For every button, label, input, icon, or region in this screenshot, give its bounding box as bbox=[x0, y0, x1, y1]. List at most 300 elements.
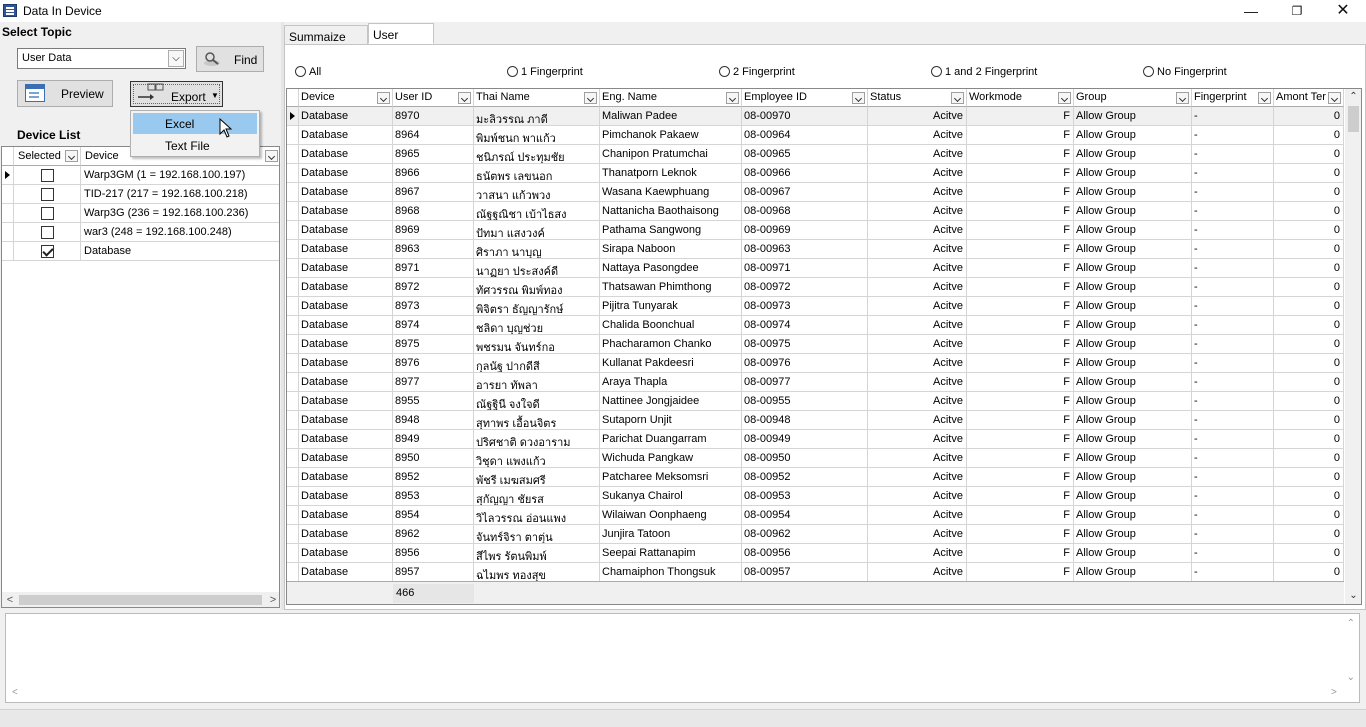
cell-device: Database bbox=[299, 297, 393, 316]
cell-thai-name: พชรมน จันทร์กอ bbox=[474, 335, 600, 354]
row-header[interactable] bbox=[2, 185, 14, 204]
cell-employee-id: 08-00967 bbox=[742, 183, 868, 202]
cell-group: Allow Group bbox=[1074, 202, 1192, 221]
row-header[interactable] bbox=[287, 107, 299, 126]
cell-status: Acitve bbox=[868, 544, 967, 563]
filter-icon[interactable] bbox=[1258, 92, 1271, 104]
cell-thai-name: พิจิตรา ธัญญารักษ์ bbox=[474, 297, 600, 316]
cell-fingerprint: - bbox=[1192, 240, 1274, 259]
cell-employee-id: 08-00976 bbox=[742, 354, 868, 373]
cell-group: Allow Group bbox=[1074, 278, 1192, 297]
cell-amount-ter: 0 bbox=[1274, 354, 1344, 373]
cell-user-id: 8955 bbox=[393, 392, 474, 411]
cell-group: Allow Group bbox=[1074, 126, 1192, 145]
filter-icon[interactable] bbox=[852, 92, 865, 104]
cell-status: Acitve bbox=[868, 316, 967, 335]
cell-workmode: F bbox=[967, 316, 1074, 335]
cell-status: Acitve bbox=[868, 525, 967, 544]
filter-icon[interactable] bbox=[951, 92, 964, 104]
cell-user-id: 8970 bbox=[393, 107, 474, 126]
selected-cell bbox=[14, 223, 81, 242]
table-row[interactable] bbox=[287, 259, 1344, 278]
table-row[interactable] bbox=[287, 506, 1344, 525]
scroll-left-icon[interactable]: < bbox=[12, 687, 18, 698]
column-header-device[interactable]: Device bbox=[299, 89, 393, 107]
cell-device: Database bbox=[299, 449, 393, 468]
table-row[interactable] bbox=[287, 392, 1344, 411]
row-header[interactable] bbox=[287, 525, 299, 544]
user-detail-grid[interactable] bbox=[286, 88, 1362, 605]
cell-workmode: F bbox=[967, 259, 1074, 278]
cell-group: Allow Group bbox=[1074, 297, 1192, 316]
table-row[interactable] bbox=[287, 278, 1344, 297]
cell-fingerprint: - bbox=[1192, 449, 1274, 468]
radio-circle-icon bbox=[295, 66, 306, 77]
row-header[interactable] bbox=[287, 335, 299, 354]
table-row[interactable] bbox=[287, 107, 1344, 126]
cell-employee-id: 08-00970 bbox=[742, 107, 868, 126]
cell-user-id: 8954 bbox=[393, 506, 474, 525]
table-row[interactable] bbox=[287, 563, 1344, 582]
topic-combobox[interactable] bbox=[17, 48, 186, 69]
column-header-selected[interactable]: Selected bbox=[14, 147, 81, 166]
cell-user-id: 8950 bbox=[393, 449, 474, 468]
cell-group: Allow Group bbox=[1074, 525, 1192, 544]
cell-device: Database bbox=[299, 373, 393, 392]
cell-amount-ter: 0 bbox=[1274, 278, 1344, 297]
scroll-thumb[interactable] bbox=[1348, 106, 1359, 132]
total-count: 466 bbox=[393, 584, 474, 603]
cell-fingerprint: - bbox=[1192, 544, 1274, 563]
cell-fingerprint: - bbox=[1192, 411, 1274, 430]
table-row[interactable] bbox=[287, 335, 1344, 354]
cell-thai-name: พิมพ์ชนก พาแก้ว bbox=[474, 126, 600, 145]
row-header[interactable] bbox=[287, 297, 299, 316]
radio-circle-icon bbox=[507, 66, 518, 77]
cell-status: Acitve bbox=[868, 107, 967, 126]
cell-group: Allow Group bbox=[1074, 354, 1192, 373]
select-topic-label: Select Topic bbox=[2, 25, 72, 39]
row-header[interactable] bbox=[2, 242, 14, 261]
cell-workmode: F bbox=[967, 468, 1074, 487]
table-row[interactable] bbox=[287, 183, 1344, 202]
cell-amount-ter: 0 bbox=[1274, 544, 1344, 563]
vertical-scrollbar[interactable] bbox=[1345, 89, 1362, 604]
cell-employee-id: 08-00974 bbox=[742, 316, 868, 335]
cell-device: Database bbox=[299, 316, 393, 335]
scroll-right-icon[interactable]: > bbox=[269, 594, 277, 606]
column-header-amount-ter[interactable]: Amont Ter bbox=[1274, 89, 1344, 107]
cell-fingerprint: - bbox=[1192, 145, 1274, 164]
radio-no-fingerprint[interactable]: No Fingerprint bbox=[1143, 66, 1227, 78]
cell-status: Acitve bbox=[868, 126, 967, 145]
radio-2-fingerprint[interactable]: 2 Fingerprint bbox=[719, 66, 795, 78]
cell-group: Allow Group bbox=[1074, 164, 1192, 183]
table-row[interactable] bbox=[287, 430, 1344, 449]
cell-status: Acitve bbox=[868, 297, 967, 316]
cell-employee-id: 08-00962 bbox=[742, 525, 868, 544]
filter-icon[interactable] bbox=[1058, 92, 1071, 104]
device-row[interactable] bbox=[2, 242, 280, 261]
row-header[interactable] bbox=[287, 468, 299, 487]
cell-employee-id: 08-00973 bbox=[742, 297, 868, 316]
preview-icon bbox=[25, 84, 45, 102]
cell-amount-ter: 0 bbox=[1274, 107, 1344, 126]
table-row[interactable] bbox=[287, 145, 1344, 164]
cell-device: Database bbox=[299, 468, 393, 487]
table-row[interactable] bbox=[287, 240, 1344, 259]
column-header-thai-name[interactable]: Thai Name bbox=[474, 89, 600, 107]
cell-fingerprint: - bbox=[1192, 487, 1274, 506]
cell-eng-name: Thanatporn Leknok bbox=[600, 164, 742, 183]
device-row[interactable] bbox=[2, 185, 280, 204]
cell-thai-name: กุลนัฐ ปากดีสี bbox=[474, 354, 600, 373]
cell-workmode: F bbox=[967, 525, 1074, 544]
device-checkbox[interactable] bbox=[41, 169, 54, 182]
cell-workmode: F bbox=[967, 544, 1074, 563]
log-textbox[interactable] bbox=[5, 613, 1360, 703]
column-header-user-id[interactable]: User ID bbox=[393, 89, 474, 107]
column-header-eng-name[interactable]: Eng. Name bbox=[600, 89, 742, 107]
cell-thai-name: จันทร์จิรา ตาตุ่น bbox=[474, 525, 600, 544]
cell-amount-ter: 0 bbox=[1274, 525, 1344, 544]
cell-status: Acitve bbox=[868, 278, 967, 297]
cell-status: Acitve bbox=[868, 164, 967, 183]
scroll-thumb[interactable] bbox=[19, 595, 262, 605]
cell-eng-name: Patcharee Meksomsri bbox=[600, 468, 742, 487]
table-row[interactable] bbox=[287, 525, 1344, 544]
table-row[interactable] bbox=[287, 164, 1344, 183]
device-list-label: Device List bbox=[17, 128, 81, 142]
row-header[interactable] bbox=[2, 204, 14, 223]
cell-fingerprint: - bbox=[1192, 202, 1274, 221]
cell-status: Acitve bbox=[868, 411, 967, 430]
cell-status: Acitve bbox=[868, 468, 967, 487]
cell-eng-name: Parichat Duangarram bbox=[600, 430, 742, 449]
cell-thai-name: ทัศวรรณ พิมพ์ทอง bbox=[474, 278, 600, 297]
cell-thai-name: วิไลวรรณ อ่อนแพง bbox=[474, 506, 600, 525]
column-header-device[interactable]: Device bbox=[81, 147, 280, 166]
row-header[interactable] bbox=[2, 166, 14, 185]
tab-summarize-data[interactable]: Summaize bbox=[284, 25, 368, 46]
cell-status: Acitve bbox=[868, 392, 967, 411]
row-header[interactable] bbox=[287, 316, 299, 335]
row-header[interactable] bbox=[287, 373, 299, 392]
table-row[interactable] bbox=[287, 221, 1344, 240]
row-header[interactable] bbox=[287, 354, 299, 373]
device-checkbox[interactable] bbox=[41, 226, 54, 239]
cell-thai-name: ปัทมา แสงวงค์ bbox=[474, 221, 600, 240]
row-header[interactable] bbox=[287, 221, 299, 240]
table-row[interactable] bbox=[287, 373, 1344, 392]
scroll-down-icon[interactable]: ⌄ bbox=[1346, 672, 1355, 683]
row-header[interactable] bbox=[287, 563, 299, 582]
column-header-employee-id[interactable]: Employee ID bbox=[742, 89, 868, 107]
find-button[interactable] bbox=[196, 46, 264, 72]
cell-thai-name: ปริศชาติ ดวงอาราม bbox=[474, 430, 600, 449]
column-header-fingerprint[interactable]: Fingerprint bbox=[1192, 89, 1274, 107]
device-checkbox[interactable] bbox=[41, 188, 54, 201]
radio-circle-icon bbox=[719, 66, 730, 77]
table-row[interactable] bbox=[287, 297, 1344, 316]
selected-cell bbox=[14, 185, 81, 204]
cell-eng-name: Pijitra Tunyarak bbox=[600, 297, 742, 316]
cell-thai-name: ชลิดา บุญช่วย bbox=[474, 316, 600, 335]
table-row[interactable] bbox=[287, 449, 1344, 468]
cell-employee-id: 08-00948 bbox=[742, 411, 868, 430]
table-row[interactable] bbox=[287, 316, 1344, 335]
scroll-up-icon[interactable]: ⌃ bbox=[1349, 91, 1358, 102]
cell-fingerprint: - bbox=[1192, 164, 1274, 183]
cell-thai-name: สุทาพร เอื้อนจิตร bbox=[474, 411, 600, 430]
column-header-workmode[interactable]: Workmode bbox=[967, 89, 1074, 107]
row-header[interactable] bbox=[287, 278, 299, 297]
cell-thai-name: ฉไมพร ทองสุข bbox=[474, 563, 600, 582]
cell-fingerprint: - bbox=[1192, 430, 1274, 449]
cell-employee-id: 08-00969 bbox=[742, 221, 868, 240]
cell-eng-name: Wichuda Pangkaw bbox=[600, 449, 742, 468]
export-button[interactable] bbox=[130, 81, 223, 107]
cell-device: Database bbox=[299, 544, 393, 563]
cell-amount-ter: 0 bbox=[1274, 449, 1344, 468]
cell-employee-id: 08-00975 bbox=[742, 335, 868, 354]
cell-status: Acitve bbox=[868, 145, 967, 164]
cell-device: Database bbox=[299, 506, 393, 525]
cell-eng-name: Nattaya Pasongdee bbox=[600, 259, 742, 278]
cell-thai-name: ธนัตพร เลขนอก bbox=[474, 164, 600, 183]
cell-group: Allow Group bbox=[1074, 430, 1192, 449]
cell-group: Allow Group bbox=[1074, 411, 1192, 430]
table-row[interactable] bbox=[287, 544, 1344, 563]
cell-status: Acitve bbox=[868, 487, 967, 506]
cell-eng-name: Chamaiphon Thongsuk bbox=[600, 563, 742, 582]
tab-user-detail[interactable]: User bbox=[368, 23, 434, 44]
filter-icon[interactable] bbox=[265, 150, 278, 162]
device-checkbox[interactable] bbox=[41, 207, 54, 220]
cell-eng-name: Phacharamon Chanko bbox=[600, 335, 742, 354]
filter-icon[interactable] bbox=[726, 92, 739, 104]
cell-eng-name: Wasana Kaewphuang bbox=[600, 183, 742, 202]
cell-device: Database bbox=[299, 259, 393, 278]
cell-eng-name: Nattanicha Baothaisong bbox=[600, 202, 742, 221]
row-header-corner bbox=[287, 89, 299, 107]
cell-amount-ter: 0 bbox=[1274, 506, 1344, 525]
row-header[interactable] bbox=[287, 430, 299, 449]
filter-icon[interactable] bbox=[377, 92, 390, 104]
cell-device: Database bbox=[299, 145, 393, 164]
table-row[interactable] bbox=[287, 487, 1344, 506]
radio-all[interactable]: All bbox=[295, 66, 321, 78]
cell-amount-ter: 0 bbox=[1274, 411, 1344, 430]
cell-user-id: 8977 bbox=[393, 373, 474, 392]
row-header[interactable] bbox=[287, 202, 299, 221]
cell-user-id: 8967 bbox=[393, 183, 474, 202]
cell-workmode: F bbox=[967, 202, 1074, 221]
cell-employee-id: 08-00964 bbox=[742, 126, 868, 145]
cell-fingerprint: - bbox=[1192, 316, 1274, 335]
cell-amount-ter: 0 bbox=[1274, 563, 1344, 582]
cell-group: Allow Group bbox=[1074, 392, 1192, 411]
row-header[interactable] bbox=[287, 259, 299, 278]
grid-footer bbox=[287, 581, 1344, 605]
cell-device: Database bbox=[299, 278, 393, 297]
device-checkbox[interactable] bbox=[41, 245, 54, 258]
device-name: war3 (248 = 192.168.100.248) bbox=[81, 223, 280, 242]
cell-user-id: 8963 bbox=[393, 240, 474, 259]
cell-eng-name: Nattinee Jongjaidee bbox=[600, 392, 742, 411]
device-row[interactable] bbox=[2, 204, 280, 223]
filter-icon[interactable] bbox=[65, 150, 78, 162]
table-row[interactable] bbox=[287, 354, 1344, 373]
cell-status: Acitve bbox=[868, 259, 967, 278]
cell-employee-id: 08-00971 bbox=[742, 259, 868, 278]
cell-fingerprint: - bbox=[1192, 525, 1274, 544]
cell-thai-name: ชนิภรณ์ ประทุมชัย bbox=[474, 145, 600, 164]
row-header[interactable] bbox=[287, 544, 299, 563]
row-header[interactable] bbox=[287, 487, 299, 506]
cell-amount-ter: 0 bbox=[1274, 126, 1344, 145]
cell-employee-id: 08-00955 bbox=[742, 392, 868, 411]
cell-user-id: 8952 bbox=[393, 468, 474, 487]
device-name: Database bbox=[81, 242, 280, 261]
cell-group: Allow Group bbox=[1074, 145, 1192, 164]
cell-fingerprint: - bbox=[1192, 335, 1274, 354]
cell-employee-id: 08-00953 bbox=[742, 487, 868, 506]
menu-item-text-file[interactable]: Text File bbox=[165, 139, 210, 153]
cell-workmode: F bbox=[967, 373, 1074, 392]
horizontal-scrollbar[interactable] bbox=[2, 592, 280, 608]
cell-device: Database bbox=[299, 107, 393, 126]
table-row[interactable] bbox=[287, 202, 1344, 221]
cell-device: Database bbox=[299, 392, 393, 411]
cell-user-id: 8965 bbox=[393, 145, 474, 164]
scroll-up-icon[interactable]: ⌃ bbox=[1346, 618, 1355, 629]
cell-eng-name: Pimchanok Pakaew bbox=[600, 126, 742, 145]
row-header[interactable] bbox=[2, 223, 14, 242]
cell-device: Database bbox=[299, 164, 393, 183]
cell-employee-id: 08-00977 bbox=[742, 373, 868, 392]
column-header-status[interactable]: Status bbox=[868, 89, 967, 107]
maximize-button[interactable]: ❐ bbox=[1291, 4, 1303, 18]
filter-icon[interactable] bbox=[1176, 92, 1189, 104]
cell-fingerprint: - bbox=[1192, 183, 1274, 202]
cell-workmode: F bbox=[967, 392, 1074, 411]
cell-status: Acitve bbox=[868, 240, 967, 259]
cell-workmode: F bbox=[967, 297, 1074, 316]
cell-group: Allow Group bbox=[1074, 183, 1192, 202]
cell-group: Allow Group bbox=[1074, 506, 1192, 525]
mouse-cursor-icon bbox=[219, 118, 233, 138]
row-header[interactable] bbox=[287, 164, 299, 183]
cell-workmode: F bbox=[967, 506, 1074, 525]
close-button[interactable]: ✕ bbox=[1336, 2, 1350, 19]
scroll-down-icon[interactable]: ⌄ bbox=[1349, 590, 1358, 601]
minimize-button[interactable]: — bbox=[1244, 3, 1258, 19]
row-header[interactable] bbox=[287, 145, 299, 164]
cell-workmode: F bbox=[967, 240, 1074, 259]
table-row[interactable] bbox=[287, 468, 1344, 487]
cell-amount-ter: 0 bbox=[1274, 164, 1344, 183]
row-header[interactable] bbox=[287, 183, 299, 202]
row-header[interactable] bbox=[287, 449, 299, 468]
cell-group: Allow Group bbox=[1074, 240, 1192, 259]
cell-fingerprint: - bbox=[1192, 563, 1274, 582]
cell-workmode: F bbox=[967, 449, 1074, 468]
cell-eng-name: Araya Thapla bbox=[600, 373, 742, 392]
device-row[interactable] bbox=[2, 223, 280, 242]
device-list-grid[interactable] bbox=[1, 146, 280, 608]
filter-icon[interactable] bbox=[584, 92, 597, 104]
radio-1-and-2-fingerprint[interactable]: 1 and 2 Fingerprint bbox=[931, 66, 1037, 78]
row-header[interactable] bbox=[287, 240, 299, 259]
export-menu bbox=[130, 110, 260, 157]
cell-fingerprint: - bbox=[1192, 278, 1274, 297]
cell-amount-ter: 0 bbox=[1274, 297, 1344, 316]
cell-status: Acitve bbox=[868, 449, 967, 468]
row-header[interactable] bbox=[287, 411, 299, 430]
cell-thai-name: มะลิวรรณ ภาดี bbox=[474, 107, 600, 126]
row-header[interactable] bbox=[287, 126, 299, 145]
cell-device: Database bbox=[299, 430, 393, 449]
cell-status: Acitve bbox=[868, 373, 967, 392]
chevron-down-icon[interactable]: ⌵ bbox=[168, 50, 184, 67]
filter-icon[interactable] bbox=[458, 92, 471, 104]
current-row-icon bbox=[290, 112, 295, 120]
scroll-left-icon[interactable]: < bbox=[6, 594, 14, 606]
filter-icon[interactable] bbox=[1328, 92, 1341, 104]
preview-button[interactable] bbox=[17, 80, 113, 107]
cell-employee-id: 08-00963 bbox=[742, 240, 868, 259]
cell-eng-name: Seepai Rattanapim bbox=[600, 544, 742, 563]
cell-thai-name: อารยา ทัพลา bbox=[474, 373, 600, 392]
cell-eng-name: Maliwan Padee bbox=[600, 107, 742, 126]
radio-circle-icon bbox=[1143, 66, 1154, 77]
cell-status: Acitve bbox=[868, 506, 967, 525]
row-header-corner bbox=[2, 147, 14, 166]
cell-user-id: 8973 bbox=[393, 297, 474, 316]
device-row[interactable] bbox=[2, 166, 280, 185]
cell-amount-ter: 0 bbox=[1274, 183, 1344, 202]
cell-fingerprint: - bbox=[1192, 221, 1274, 240]
cell-workmode: F bbox=[967, 183, 1074, 202]
scroll-right-icon[interactable]: > bbox=[1331, 687, 1337, 698]
cell-employee-id: 08-00968 bbox=[742, 202, 868, 221]
cell-fingerprint: - bbox=[1192, 468, 1274, 487]
find-label: Find bbox=[234, 53, 258, 67]
menu-item-excel[interactable]: Excel bbox=[133, 113, 257, 134]
radio-1-fingerprint[interactable]: 1 Fingerprint bbox=[507, 66, 583, 78]
cell-group: Allow Group bbox=[1074, 107, 1192, 126]
table-row[interactable] bbox=[287, 411, 1344, 430]
cell-user-id: 8972 bbox=[393, 278, 474, 297]
row-header[interactable] bbox=[287, 392, 299, 411]
cell-eng-name: Sukanya Chairol bbox=[600, 487, 742, 506]
cell-group: Allow Group bbox=[1074, 468, 1192, 487]
window-title: Data In Device bbox=[23, 4, 102, 18]
cell-status: Acitve bbox=[868, 221, 967, 240]
selected-cell bbox=[14, 242, 81, 261]
export-icon bbox=[136, 83, 164, 103]
table-row[interactable] bbox=[287, 126, 1344, 145]
row-header[interactable] bbox=[287, 506, 299, 525]
cell-amount-ter: 0 bbox=[1274, 202, 1344, 221]
column-header-group[interactable]: Group bbox=[1074, 89, 1192, 107]
export-label: Export bbox=[171, 90, 206, 104]
cell-fingerprint: - bbox=[1192, 392, 1274, 411]
cell-user-id: 8953 bbox=[393, 487, 474, 506]
cell-user-id: 8964 bbox=[393, 126, 474, 145]
cell-user-id: 8969 bbox=[393, 221, 474, 240]
